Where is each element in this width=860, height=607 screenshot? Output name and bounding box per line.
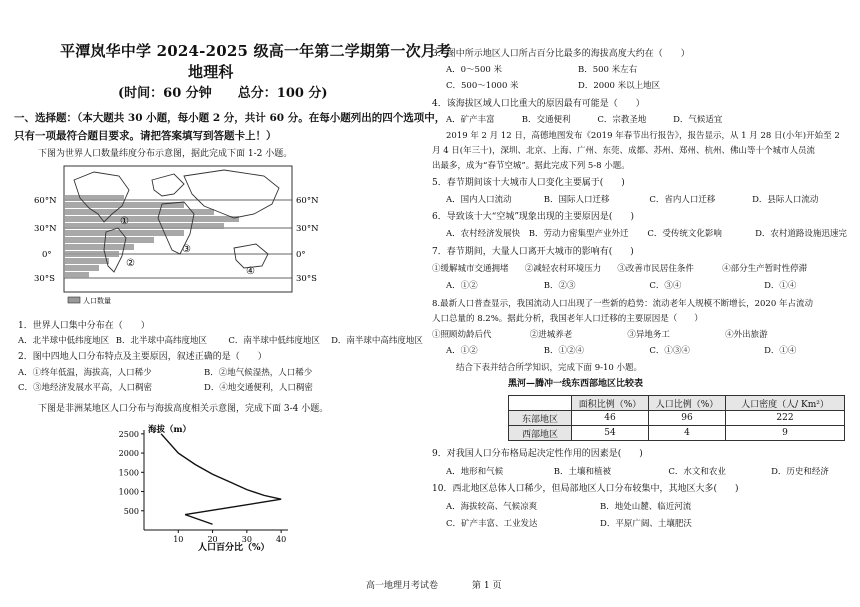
y-tick-label: 500 xyxy=(123,506,139,516)
q8-option-b[interactable]: B．①②④ xyxy=(543,346,584,356)
q8-option-a[interactable]: A．①② xyxy=(446,346,478,356)
q10-stem: 10．西北地区总体人口稀少，但局部地区人口分布较集中，其地区大多( ) xyxy=(432,484,739,494)
y-axis-label: 海拔（m） xyxy=(148,425,191,435)
q10-option-c[interactable]: C．矿产丰富、工业发达 xyxy=(446,519,538,529)
q9-option-d[interactable]: D．历史和经济 xyxy=(771,467,829,477)
table-cell: 96 xyxy=(649,411,726,426)
q6-option-d[interactable]: D．农村道路设施迅速完 xyxy=(755,229,847,239)
q10-option-d[interactable]: D．平原广阔、土壤肥沃 xyxy=(600,519,692,529)
y-tick-label: 2500 xyxy=(118,429,139,439)
table-cell: 222 xyxy=(726,411,845,426)
q7-item-4: ④部分生产暂时性停滞 xyxy=(722,264,808,274)
q4-option-c[interactable]: C．宗教圣地 xyxy=(597,115,647,125)
q6-stem: 6．导致该十大“空城”现象出现的主要原因是( ) xyxy=(432,212,634,222)
q3-option-a[interactable]: A．0～500 米 xyxy=(446,65,502,75)
subject-title: 地理科 xyxy=(188,63,234,81)
map-label-1: ① xyxy=(120,216,129,227)
table-header-blank xyxy=(509,396,572,411)
section-heading-cont: 只有一项最符合题目要求。请把答案填写到答题卡上！） xyxy=(14,130,277,142)
table-header-row xyxy=(509,396,845,411)
q1-option-b[interactable]: B．北半球中高纬度地区 xyxy=(115,336,207,346)
q3-option-b[interactable]: B．500 米左右 xyxy=(578,65,638,75)
lat-label-right-60n: 60°N xyxy=(296,196,319,206)
q4-stem: 4．该海拔区域人口比重大的原因最有可能是（ ） xyxy=(432,99,645,109)
lat-label-right-30n: 30°N xyxy=(296,224,319,234)
intro-text: 下图为世界人口数量纬度分布示意图，据此完成下面 1-2 小题。 xyxy=(38,149,293,159)
right-column xyxy=(432,0,850,560)
q4-options xyxy=(446,114,856,127)
time-info: (时间：60 分钟 总分：100 分) xyxy=(118,86,328,101)
y-tick-label: 1500 xyxy=(118,468,139,478)
table-cell: 9 xyxy=(726,426,845,441)
left-column xyxy=(14,0,452,560)
table-cell: 4 xyxy=(649,426,726,441)
q5-option-a[interactable]: A．国内人口流动 xyxy=(446,195,512,205)
q7-stem: 7．春节期间，大量人口离开大城市的影响有( ) xyxy=(432,247,634,257)
footer-label: 高一地理月考试卷 xyxy=(366,581,439,591)
table-header-density: 人口密度（人/ Km²） xyxy=(726,396,845,411)
q10-option-a[interactable]: A．海拔较高、气候凉爽 xyxy=(446,502,538,512)
map-label-2: ② xyxy=(126,258,135,269)
x-tick-label: 10 xyxy=(173,535,184,544)
q5-option-c[interactable]: C．省内人口迁移 xyxy=(649,195,716,205)
q7-item-2: ②减轻农村环境压力 xyxy=(524,264,602,274)
q10-option-b[interactable]: B．地处山麓、临近河流 xyxy=(600,502,692,512)
x-tick-label: 40 xyxy=(276,535,287,544)
q8-items xyxy=(432,329,850,342)
q1-stem: 1．世界人口集中分布在（ ） xyxy=(18,321,150,331)
passage-line-3: 出最多，成为“春节空城”。据此完成下列 5-8 小题。 xyxy=(432,161,630,171)
table-cell: 54 xyxy=(572,426,649,441)
comparison-table xyxy=(508,395,845,441)
lat-label-30n: 30°N xyxy=(34,224,57,234)
q6-option-c[interactable]: C．受传统文化影响 xyxy=(647,229,722,239)
passage-line-1: 2019 年 2 月 12 日，高德地图发布《2019 年春节出行报告》，报告显示，从 1 月 28 日(小年)开始至 2 xyxy=(446,131,840,141)
q8-option-d[interactable]: D．①④ xyxy=(764,346,797,356)
q8-option-c[interactable]: C．①③④ xyxy=(649,346,690,356)
map-label-3: ③ xyxy=(182,244,191,255)
q2-option-d[interactable]: D．④地交通便利，人口稠密 xyxy=(204,383,313,393)
world-population-map xyxy=(34,162,326,312)
intro-text-2: 下图是非洲某地区人口分布与海拔高度相关示意图，完成下面 3-4 小题。 xyxy=(38,404,329,414)
q9-option-b[interactable]: B．土壤和植被 xyxy=(553,467,611,477)
q7-option-c[interactable]: C．③④ xyxy=(649,281,682,291)
q8-item-3: ③异地务工 xyxy=(627,330,670,340)
intro-text-3: 结合下表并结合所学知识，完成下面 9-10 小题。 xyxy=(456,363,643,373)
lat-label-right-0: 0° xyxy=(296,250,306,260)
q9-options xyxy=(446,466,856,479)
legend-swatch xyxy=(68,297,80,303)
q9-option-c[interactable]: C．水文和农业 xyxy=(668,467,726,477)
legend-label: 人口数量 xyxy=(83,297,111,305)
q5-option-d[interactable]: D．县际人口流动 xyxy=(752,195,819,205)
section-heading: 一、选择题：（本大题共 30 小题，每小题 2 分，共计 60 分。在每小题列出的四个选项中， xyxy=(14,112,446,124)
q2-option-c[interactable]: C．③地经济发展水平高，人口稠密 xyxy=(18,383,153,393)
x-tick-label: 20 xyxy=(207,535,218,544)
q4-option-b[interactable]: B．交通便利 xyxy=(521,115,571,125)
q1-option-d[interactable]: D．南半球中高纬度地区 xyxy=(331,336,423,346)
table-row xyxy=(509,411,845,426)
q8-item-2: ②进城养老 xyxy=(529,330,573,340)
y-tick-label: 2000 xyxy=(118,449,139,459)
y-tick-label: 1000 xyxy=(118,487,139,497)
table-cell: 东部地区 xyxy=(509,411,572,426)
lat-label-60n: 60°N xyxy=(34,196,57,206)
table-title: 黑河—腾冲一线东西部地区比较表 xyxy=(508,379,644,389)
q1-option-c[interactable]: C．南半球中低纬度地区 xyxy=(228,336,320,346)
lat-label-0: 0° xyxy=(42,250,52,260)
q1-options xyxy=(18,335,428,348)
footer-page: 第 1 页 xyxy=(472,581,502,591)
q8-item-1: ①照顾幼龄后代 xyxy=(432,330,492,340)
q2-option-b[interactable]: B．②地气候湿热，人口稀少 xyxy=(204,368,313,378)
q7-option-b[interactable]: B．②③ xyxy=(543,281,576,291)
q6-option-a[interactable]: A．农村经济发展快 xyxy=(446,229,521,239)
q7-item-3: ③改善市民居住条件 xyxy=(617,264,694,274)
q4-option-d[interactable]: D．气候适宜 xyxy=(673,115,723,125)
exam-title: 平潭岚华中学 2024-2025 级高一年第二学期第一次月考 xyxy=(60,42,452,60)
q1-option-a[interactable]: A．北半球中低纬度地区 xyxy=(18,336,110,346)
q3-option-c[interactable]: C．500～1000 米 xyxy=(446,81,519,91)
population-altitude-line xyxy=(161,434,281,524)
q5-option-b[interactable]: B．国际人口迁移 xyxy=(543,195,610,205)
q3-option-d[interactable]: D．2000 米以上地区 xyxy=(578,81,661,91)
q8-item-4: ④外出旅游 xyxy=(725,330,768,340)
lat-label-30s: 30°S xyxy=(34,274,55,284)
altitude-population-chart xyxy=(98,420,328,558)
map-label-4: ④ xyxy=(246,266,255,277)
q5-options xyxy=(446,194,856,207)
q8-stem-line-1: 8.最新人口普查显示，我国流动人口出现了一些新的趋势：流动老年人规模不断增长，2020 年占流动 xyxy=(432,299,813,309)
q7-items xyxy=(432,263,850,276)
x-tick-label: 30 xyxy=(241,535,252,544)
table-header-area: 面积比例（%） xyxy=(572,396,649,411)
q7-option-d[interactable]: D．①④ xyxy=(764,281,797,291)
x-axis-label: 人口百分比（%） xyxy=(198,543,270,553)
lat-label-right-30s: 30°S xyxy=(296,274,317,284)
q2-stem: 2．图中四地人口分布特点及主要原因，叙述正确的是（ ） xyxy=(18,352,267,362)
table-row xyxy=(509,426,845,441)
q6-option-b[interactable]: B．劳动力密集型产业外迁 xyxy=(528,229,629,239)
table-cell: 46 xyxy=(572,411,649,426)
q2-option-a[interactable]: A．①终年低温，海拔高，人口稀少 xyxy=(18,368,152,378)
q7-item-1: ①缓解城市交通拥堵 xyxy=(432,264,509,274)
table-header-population: 人口比例（%） xyxy=(649,396,726,411)
q7-option-a[interactable]: A．①② xyxy=(446,281,478,291)
q5-stem: 5．春节期间该十大城市人口变化主要属于( ) xyxy=(432,178,625,188)
q3-stem: 3．图中所示地区人口所占百分比最多的海拔高度大约在（ ） xyxy=(432,49,690,59)
q4-option-a[interactable]: A．矿产丰富 xyxy=(446,115,495,125)
q7-options xyxy=(446,280,856,293)
passage-line-2: 月 4 日(年三十)，深圳、北京、上海、广州、东莞、成都、苏州、郑州、杭州、佛山等十个城市人员流 xyxy=(432,146,815,156)
table-cell: 西部地区 xyxy=(509,426,572,441)
q8-options xyxy=(446,345,856,358)
q9-stem: 9．对我国人口分布格局起决定性作用的因素是( ) xyxy=(432,449,643,459)
q8-stem-line-2: 人口总量的 8.2%。据此分析，我国老年人口迁移的主要原因是（ ） xyxy=(432,314,703,324)
q6-options xyxy=(446,228,856,241)
q9-option-a[interactable]: A．地形和气候 xyxy=(446,467,504,477)
